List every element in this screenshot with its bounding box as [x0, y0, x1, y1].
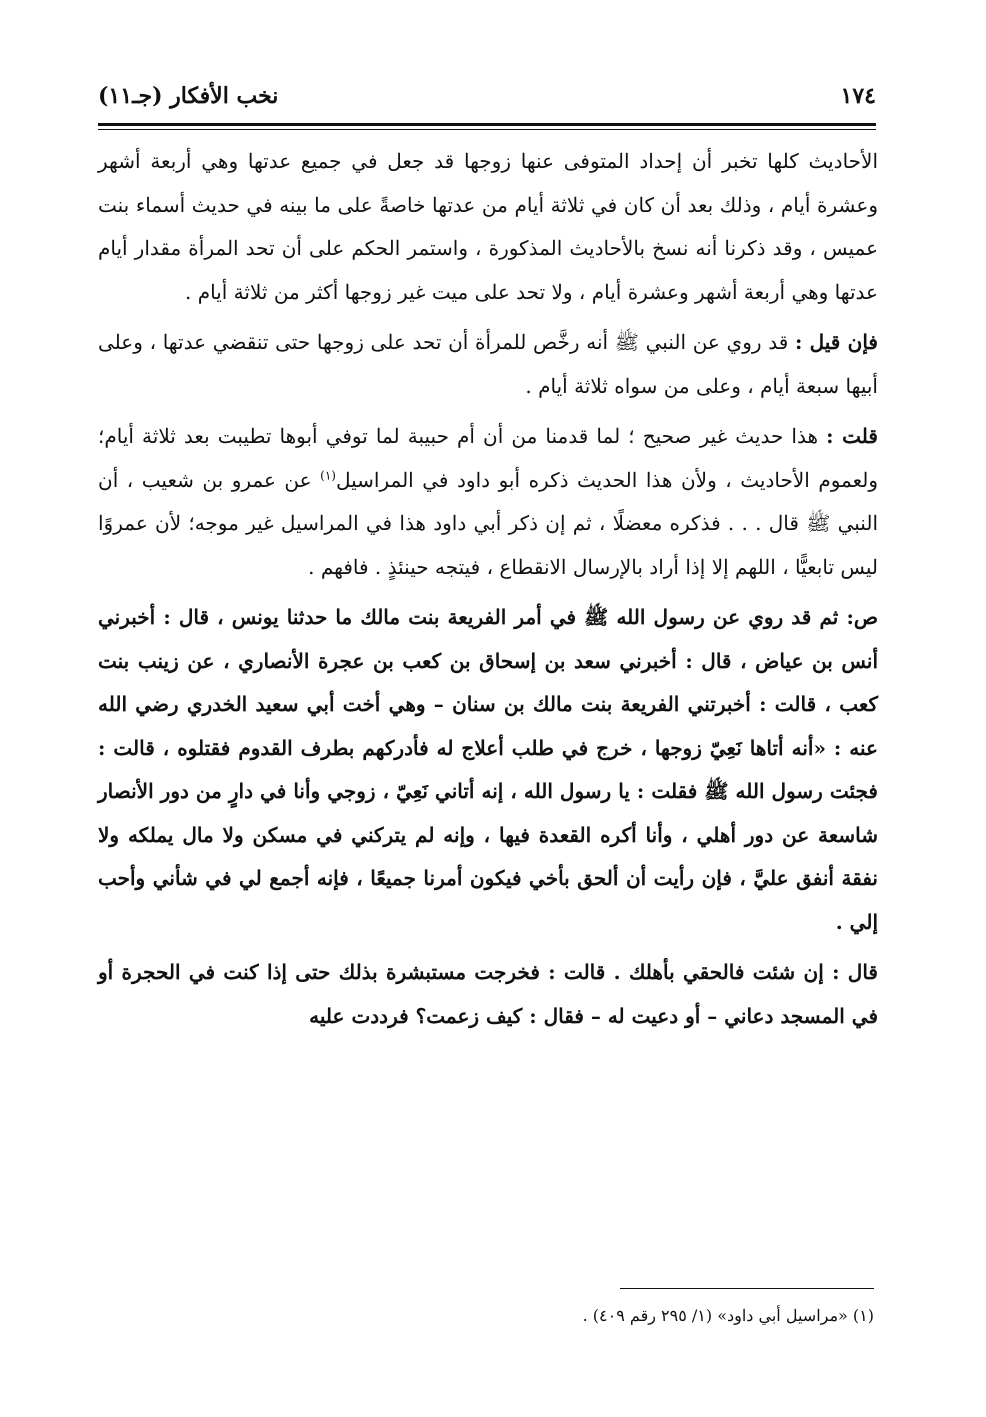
- paragraph-3-lead: قلت :: [826, 424, 878, 448]
- paragraph-1: [98, 140, 878, 314]
- paragraph-2: [98, 321, 878, 408]
- paragraph-3-text-b: عن عمرو بن شعيب ، أن النبي ﷺ قال . . . فذكره معضلًا ، ثم إن ذكر أبي داود هذا في المراسيل غير موجه؛ لأن عمروًا ليس تابعيًّا ، اللهم إلا إذا أراد بالإرسال الانقطاع ، فيتجه حينئذٍ . فافهم .: [98, 467, 878, 579]
- page-number: ١٧٤: [840, 83, 876, 109]
- footnote: (١) «مراسيل أبي داود» (١/ ٢٩٥ رقم ٤٠٩) .: [582, 1306, 874, 1325]
- book-title: نخب الأفكار (جـ١١): [98, 83, 279, 109]
- running-header: [98, 74, 876, 118]
- paragraph-1-text: الأحاديث كلها تخبر أن إحداد المتوفى عنها زوجها قد جعل في جميع عدتها وهي أربعة أشهر وعشرة أيام ، وذلك بعد أن كان في ثلاثة أيام من عدتها خاصةً على ما بينه في حديث أسماء بنت عميس ، وقد ذكرنا أنه نسخ بالأحاديث المذكورة ، واستمر الحكم على أن تحد المرأة مقدار أيام عدتها وهي أربعة أشهر وعشرة أيام ، ولا تحد على ميت غير زوجها أكثر من ثلاثة أيام .: [98, 149, 878, 304]
- paragraph-4-lead: ص:: [846, 605, 879, 629]
- paragraph-4-text: ثم قد روي عن رسول الله ﷺ في أمر الفريعة بنت مالك ما حدثنا يونس ، قال : أخبرني أنس بن عياض ، قال : أخبرني سعد بن إسحاق بن كعب بن عجرة الأنصاري ، عن زينب بنت كعب ، قالت : أخبرتني الفريعة بنت مالك بن سنان – وهي أخت أبي سعيد الخدري رضي الله عنه : «أنه أتاها نَعِيّ زوجها ، خرج في طلب أعلاج له فأدركهم بطرف القدوم فقتلوه ، قالت : فجئت رسول الله ﷺ فقلت : يا رسول الله ، إنه أتاني نَعِيّ ، زوجي وأنا في دارٍ من دور الأنصار شاسعة عن دور أهلي ، وأنا أكره القعدة فيها ، وإنه لم يتركني في مسكن ولا مال يملكه ولا نفقة أنفق عليَّ ، فإن رأيت أن ألحق بأخي فيكون أمرنا جميعًا ، فإنه أجمع لي في شأني وأحب إلي .: [98, 605, 879, 934]
- main-text: [98, 140, 878, 1045]
- paragraph-2-text: قد روي عن النبي ﷺ أنه رخَّص للمرأة أن تحد على زوجها حتى تنقضي عدتها ، وعلى أبيها سبعة أيام ، وعلى من سواه ثلاثة أيام .: [98, 330, 878, 398]
- paragraph-4: [98, 596, 878, 944]
- paragraph-2-lead: فإن قيل :: [794, 330, 878, 354]
- paragraph-3-text-a: هذا حديث غير صحيح ؛ لما قدمنا من أن أم حبيبة لما توفي أبوها تطيبت بعد ثلاثة أيام؛ ولعموم الأحاديث ، ولأن هذا الحديث ذكره أبو داود في المراسيل: [98, 424, 878, 492]
- paragraph-5: [98, 951, 878, 1038]
- paragraph-5-text: قال : إن شئت فالحقي بأهلك . قالت : فخرجت مستبشرة بذلك حتى إذا كنت في الحجرة أو في المسجد دعاني – أو دعيت له – فقال : كيف زعمت؟ فرددت عليه: [98, 960, 878, 1028]
- paragraph-3: [98, 415, 878, 589]
- header-rule: [98, 123, 876, 130]
- footnote-reference: (١): [320, 467, 336, 482]
- footnote-rule: [620, 1288, 874, 1289]
